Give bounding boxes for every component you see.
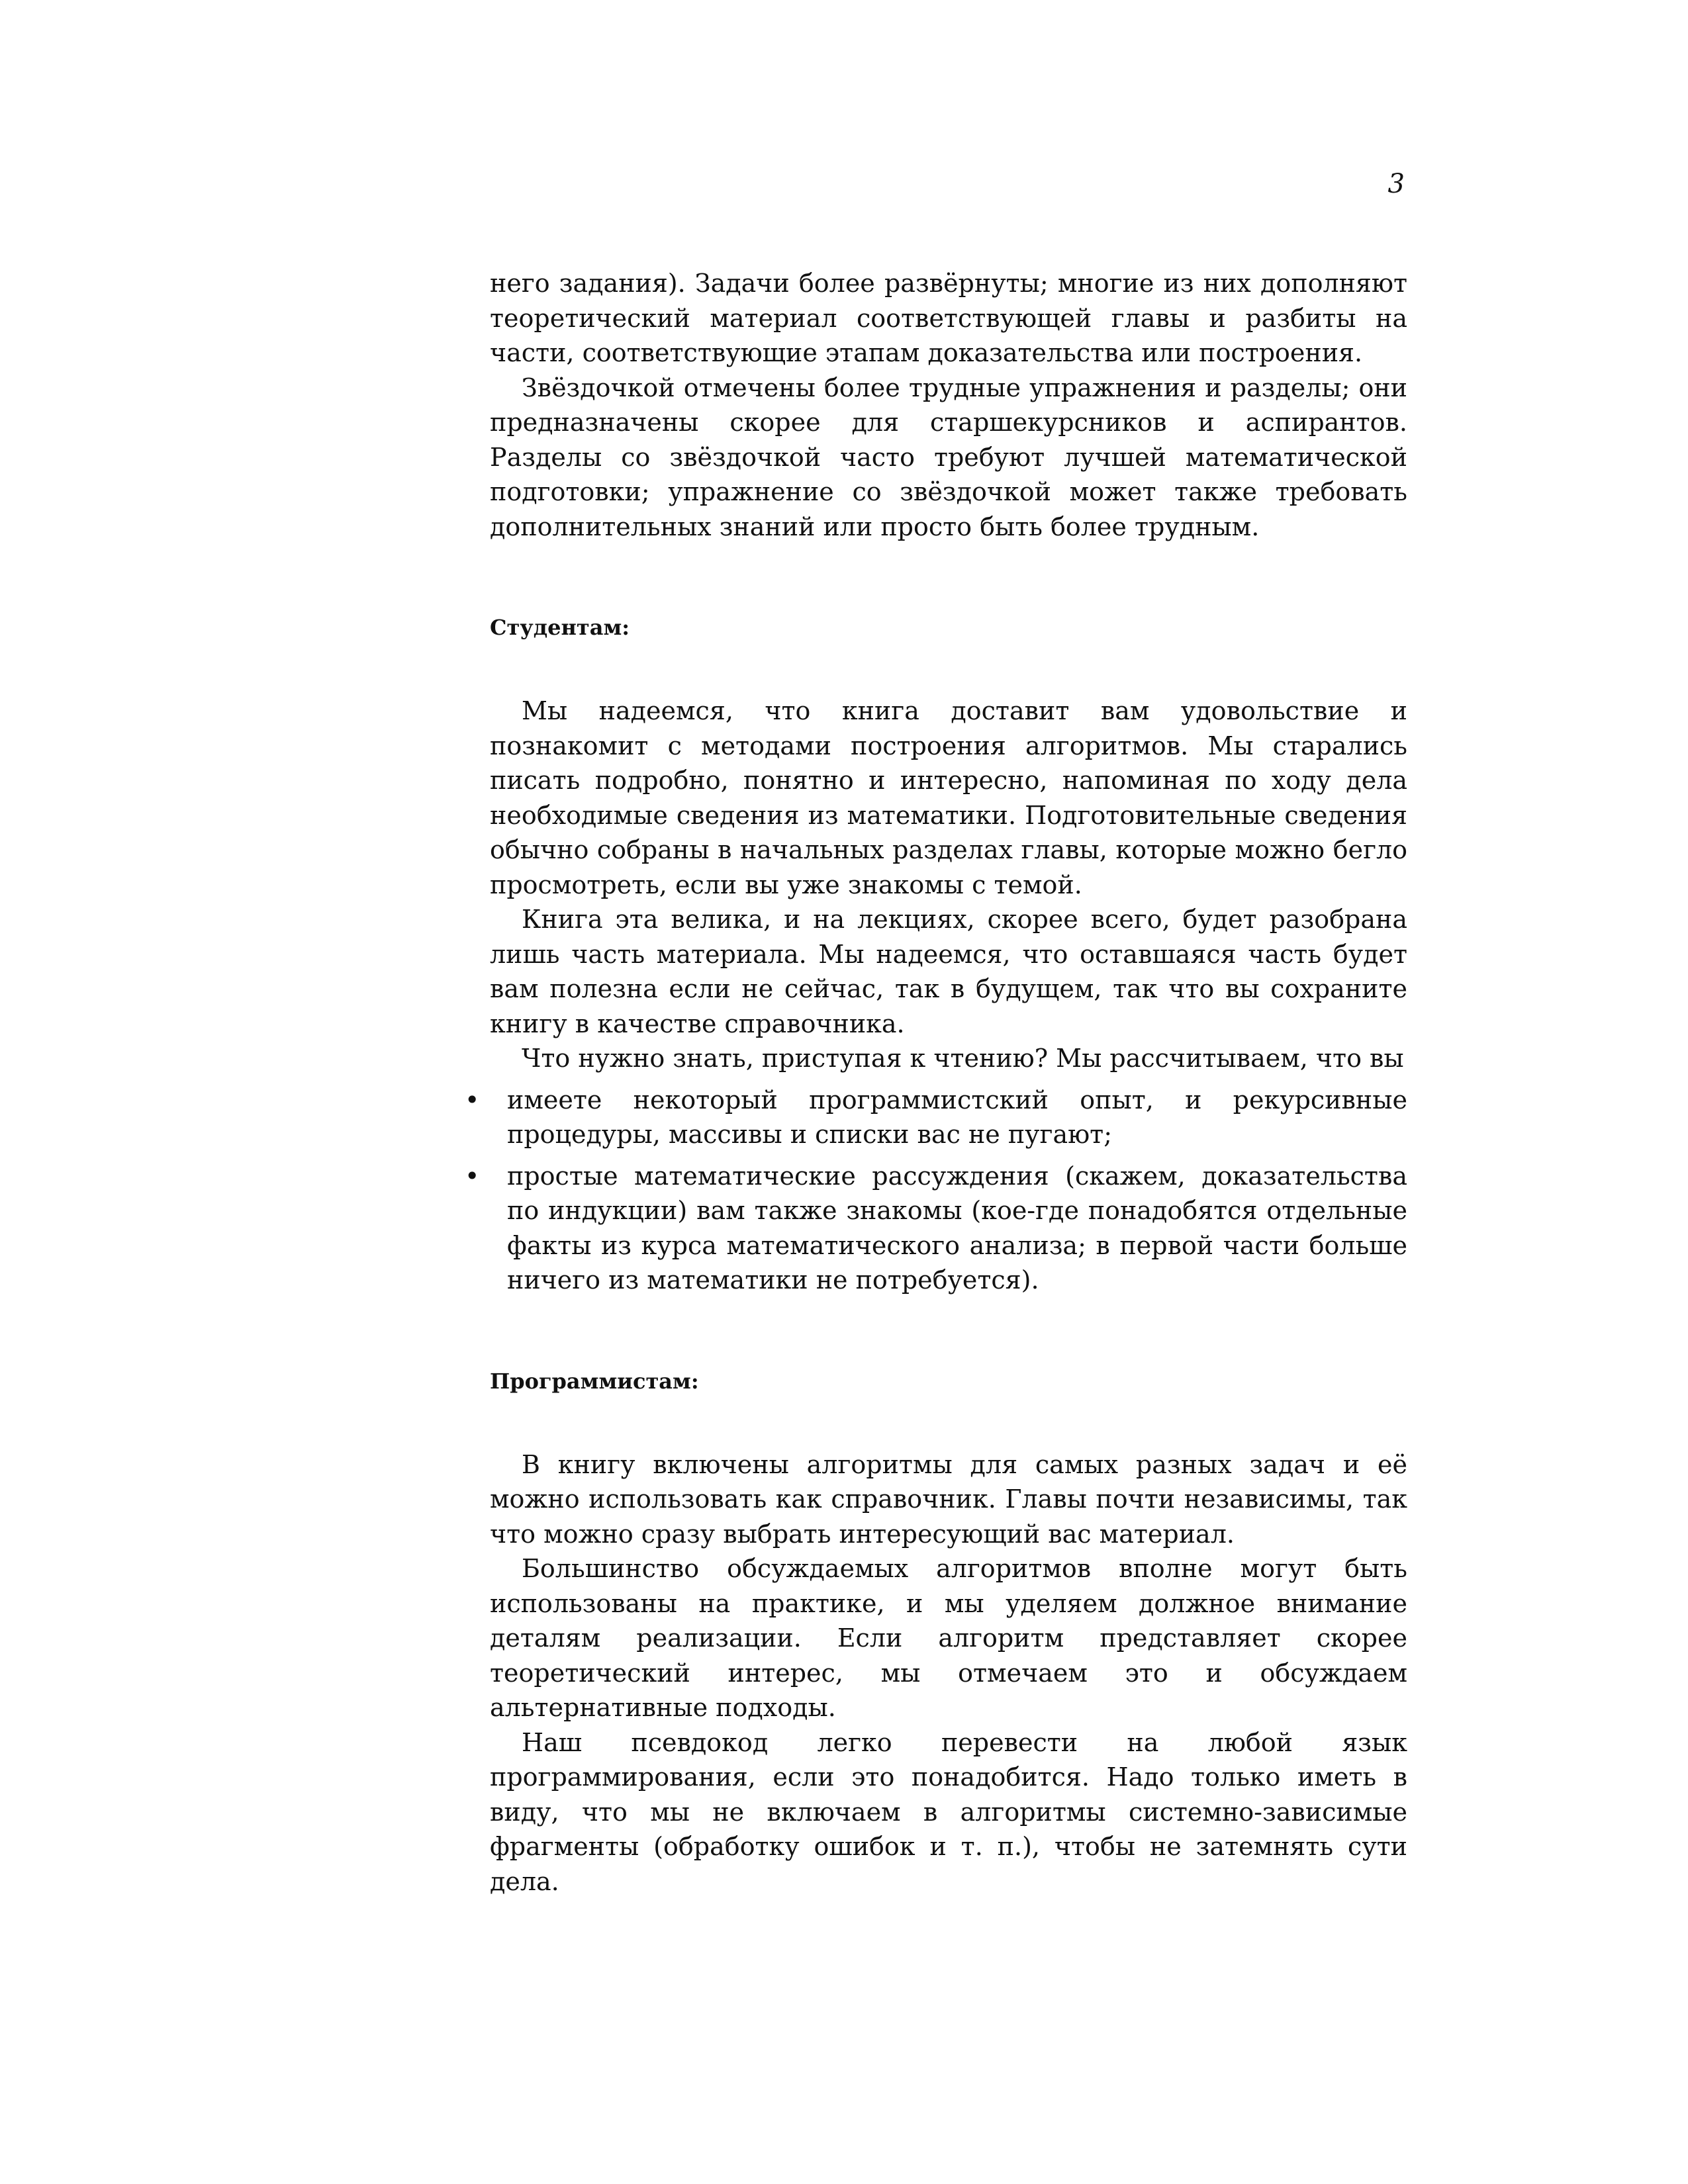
list-item-text: имеете некоторый программистский опыт, и рекурсивные процедуры, массивы и списки вас не пугают; bbox=[507, 1085, 1407, 1149]
bullet-icon: • bbox=[465, 1161, 480, 1191]
programmers-paragraph-3: Наш псевдокод легко перевести на любой язык программирования, если это понадобится. Надо только иметь в виду, что мы не включаем в алгоритмы системно-зависимые фрагменты (обработку ошибок и т. п.), чтобы не затемнять сути дела. bbox=[490, 1727, 1407, 1896]
bullet-icon: • bbox=[465, 1085, 480, 1115]
text-column bbox=[465, 266, 1407, 1899]
list-item bbox=[465, 1083, 1407, 1152]
students-paragraph-2: Книга эта велика, и на лекциях, скорее всего, будет разобрана лишь часть материала. Мы надеемся, что оставшаяся часть будет вам полезна если не сейчас, так в будущем, так что вы сохраните книгу в качестве справочника. bbox=[490, 905, 1407, 1038]
programmers-paragraph-2: Большинство обсуждаемых алгоритмов вполне могут быть использованы на практике, и мы уделяем должное внимание деталям реализации. Если алгоритм представляет скорее теоретический интерес, мы отмечаем это и обсуждаем альтернативные подходы. bbox=[490, 1554, 1407, 1722]
list-item bbox=[465, 1159, 1407, 1298]
page-number: 3 bbox=[1387, 169, 1405, 199]
list-item-text: простые математические рассуждения (скажем, доказательства по индукции) вам также знакомы (кое-где понадобятся отдельные факты из курса математического анализа; в первой части больше ничего из математики не потребуется). bbox=[507, 1161, 1407, 1295]
programmers-heading: Программистам: bbox=[490, 1368, 699, 1394]
intro-paragraph-1: него задания). Задачи более развёрнуты; многие из них дополняют теоретический материал соответствующей главы и разбиты на части, соответствующие этапам доказательства или построения. bbox=[490, 269, 1407, 367]
students-paragraph-1: Мы надеемся, что книга доставит вам удовольствие и познакомит с методами построения алгоритмов. Мы старались писать подробно, понятно и интересно, напоминая по ходу дела необходимые сведения из математики. Подготовительные сведения обычно собраны в начальных разделах главы, которые можно бегло просмотреть, если вы уже знакомы с темой. bbox=[490, 696, 1407, 899]
programmers-paragraph-1: В книгу включены алгоритмы для самых разных задач и её можно использовать как справочник. Главы почти независимы, так что можно сразу выбрать интересующий вас материал. bbox=[490, 1449, 1407, 1549]
intro-paragraph-2: Звёздочкой отмечены более трудные упражнения и разделы; они предназначены скорее для старшекурсников и аспирантов. Разделы со звёздочкой часто требуют лучшей математической подготовки; упражнение со звёздочкой может также требовать дополнительных знаний или просто быть более трудным. bbox=[490, 373, 1407, 541]
students-paragraph-3: Что нужно знать, приступая к чтению? Мы рассчитываем, что вы bbox=[522, 1044, 1404, 1073]
prerequisites-list bbox=[465, 1083, 1407, 1298]
students-heading: Студентам: bbox=[490, 615, 630, 640]
